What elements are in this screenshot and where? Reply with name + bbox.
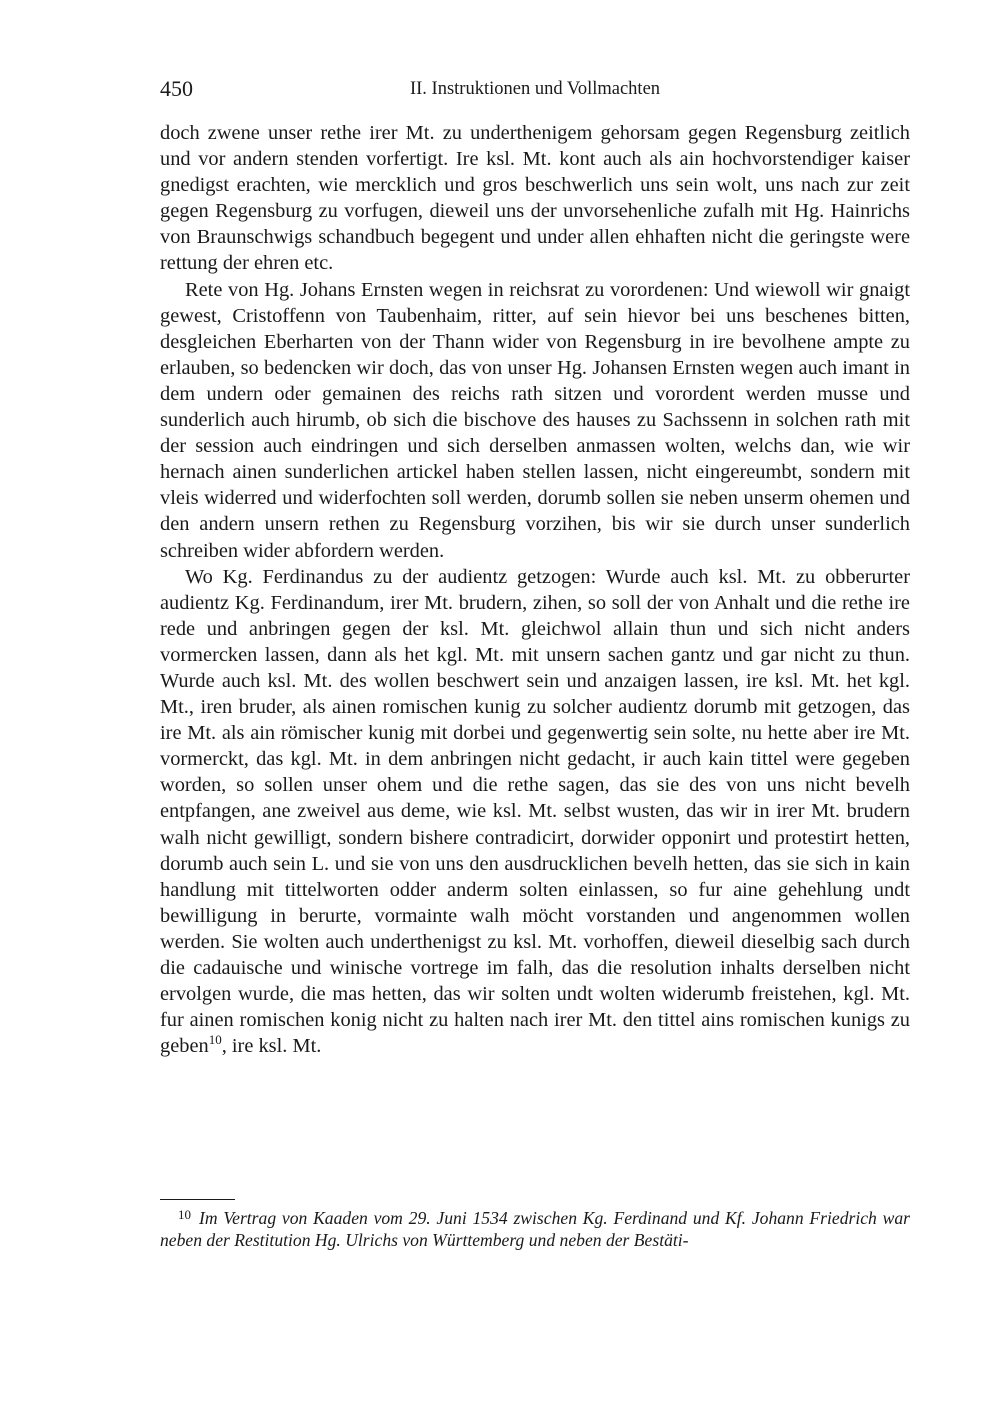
paragraph-3-tail: , ire ksl. Mt.: [221, 1035, 322, 1058]
page-header: [160, 76, 910, 106]
footnote-text: Im Vertrag von Kaaden vom 29. Juni 1534 zwischen Kg. Ferdinand und Kf. Johann Friedrich war neben der Restitution Hg. Ulrichs von Württemberg und neben der Bestäti-: [160, 1208, 910, 1250]
paragraph-3-text: Wo Kg. Ferdinandus zu der audientz getzogen: Wurde auch ksl. Mt. zu obberurter audientz Kg. Ferdinandum, irer Mt. brudern, zihen, so soll der von Anhalt und die rethe ire rede und anbringen gegen der ksl. Mt. gleichwol allain thun und sich nicht anders vormercken lassen, dann als het kgl. Mt. mit unsern sachen gantz und gar nicht zu thun. Wurde auch ksl. Mt. des wollen beschwert sein und anzaigen lassen, ire ksl. Mt. het kgl. Mt., iren bruder, als ainen romischen kunig zu solcher audientz dorumb mit getzogen, das ire Mt. als ain römischer kunig mit dorbei und gegenwertig sein solte, nu hette aber ire Mt. vormerckt, das kgl. Mt. in dem anbringen nicht gedacht, ir auch kain tittel were gegeben worden, so sollen unser ohem und die rethe sagen, das sie des von uns nicht bevelh entpfangen, ane zweivel aus deme, wie ksl. Mt. selbst wusten, das wir in irer Mt. brudern walh nicht gewilligt, sondern bishere contradicirt, dorwider opponirt und protestirt hetten, dorumb auch sein L. und sie von uns den ausdrucklichen bevelh hetten, das sie sich in kain handlung mit tittelworten odder anderm solten einlassen, so fur aine gehehlung undt bewilligung in berurte, vormainte walh möcht vorstanden und angenommen wollen werden. Sie wolten auch underthenigst zu ksl. Mt. vorhoffen, dieweil dieselbig sach durch die cadauische und winische vortrege im falh, das die resolution inhalts derselben nicht ervolgen wurde, die mas hetten, das wir solten undt wolten widerumb freistehen, kgl. Mt. fur ainen romischen konig nicht zu halten nach irer Mt. den tittel ains romischen kunigs zu geben: [160, 565, 910, 1058]
paragraph-2: Rete von Hg. Johans Ernsten wegen in reichsrat zu vorordenen: Und wiewoll wir gnaigt gewest, Cristoffenn von Taubenhaim, ritter, auf sein hievor bei uns beschenes bitten, desgleichen Eberharten von der Thann wider von Regensburg in ire bevolhene ampte zu erlauben, so bedencken wir doch, das von unser Hg. Johansen Ernsten wegen auch imant in dem undern oder gemainen des reichs rath sitzen und vorordent werden musse und sunderlich auch hirumb, ob sich die bischove des hauses zu Sachssenn in solchen rath mit der session auch eindringen und sich derselben anmassen wolten, welchs dan, wie wir hernach ainen sunderlichen artickel haben stellen lassen, nicht eingereumbt, sondern mit vleis widerred und widerfochten soll werden, dorumb sollen sie neben unserm ohemen und den andern unsern rethen zu Regensburg vorzihen, bis wir sie durch unser sunderlich schreiben wider abfordern werden.: [160, 278, 910, 562]
footnote: [160, 1208, 910, 1251]
running-title: II. Instruktionen und Vollmachten: [409, 79, 661, 99]
footnote-number: 10: [178, 1207, 191, 1222]
footnote-reference[interactable]: 10: [208, 1032, 222, 1048]
page-number: 450: [160, 76, 193, 101]
paragraph-3: [160, 564, 910, 1060]
paragraph-1: doch zwene unser rethe irer Mt. zu underthenigem gehorsam gegen Regensburg zeitlich und vor andern stenden vorfertigt. Ire ksl. Mt. kont auch als ain hochvorstendiger kaiser gnedigst erachten, wie mercklich und gros beschwerlich uns sein wolt, uns nach zur zeit gegen Regensburg zu vorfugen, dieweil uns der unvorsehenliche zufalh mit Hg. Hainrichs von Braunschwigs schandbuch begegent und under allen ehhaften nicht die geringste were rettung der ehren etc.: [160, 122, 910, 275]
footnote-divider: [160, 1199, 235, 1200]
body-text: [160, 120, 910, 1059]
